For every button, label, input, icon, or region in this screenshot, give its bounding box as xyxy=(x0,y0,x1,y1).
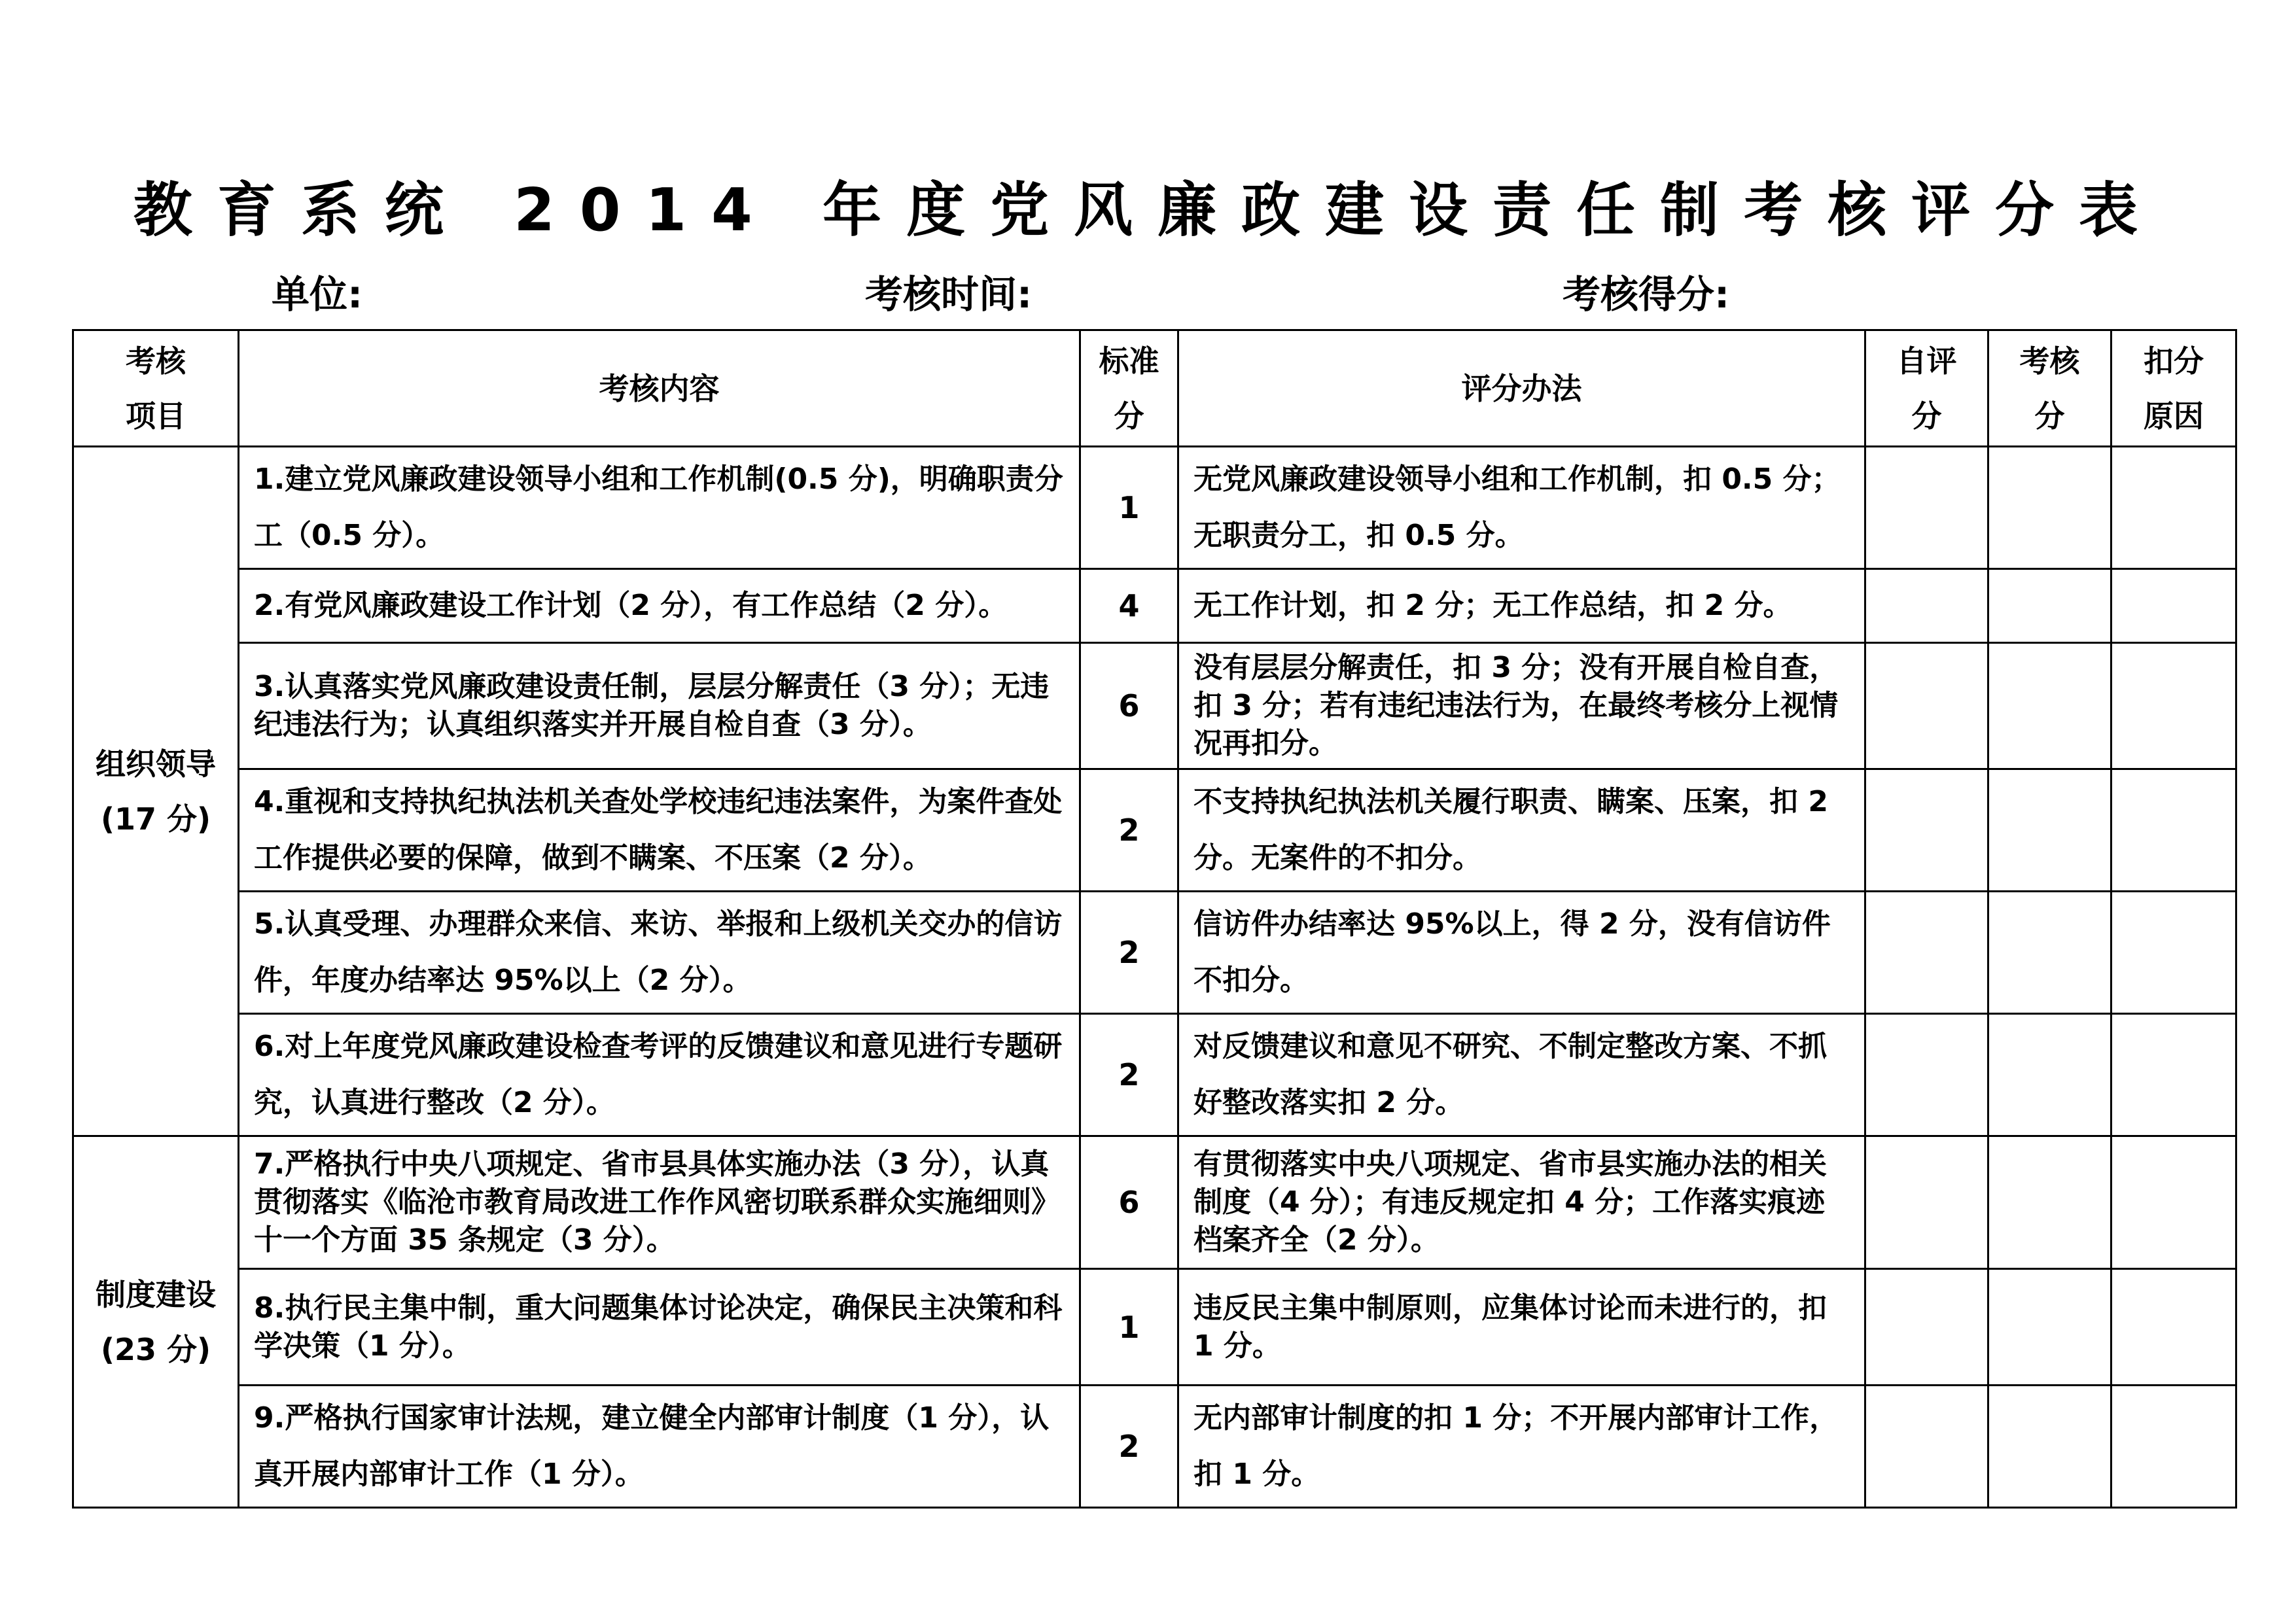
table-row xyxy=(73,892,2236,1014)
deduction-reason-cell[interactable] xyxy=(2111,569,2236,643)
table-header-row xyxy=(73,330,2236,447)
content-cell: 2.有党风廉政建设工作计划（2 分），有工作总结（2 分）。 xyxy=(239,569,1080,643)
method-cell: 有贯彻落实中央八项规定、省市县实施办法的相关制度（4 分）；有违反规定扣 4 分；工作落实痕迹档案齐全（2 分）。 xyxy=(1178,1136,1865,1269)
table-row xyxy=(73,769,2236,892)
check-score-cell[interactable] xyxy=(1988,892,2111,1014)
deduction-reason-cell[interactable] xyxy=(2111,769,2236,892)
category-points: (17 分) xyxy=(100,801,211,837)
check-score-cell[interactable] xyxy=(1988,1386,2111,1508)
method-cell: 无党风廉政建设领导小组和工作机制，扣 0.5 分；无职责分工，扣 0.5 分。 xyxy=(1178,447,1865,569)
standard-score-cell: 1 xyxy=(1080,447,1178,569)
self-score-cell[interactable] xyxy=(1865,1014,1988,1136)
check-score-cell[interactable] xyxy=(1988,569,2111,643)
content-cell: 9.严格执行国家审计法规，建立健全内部审计制度（1 分），认真开展内部审计工作（1 分）。 xyxy=(239,1386,1080,1508)
content-cell: 6.对上年度党风廉政建设检查考评的反馈建议和意见进行专题研究，认真进行整改（2 分）。 xyxy=(239,1014,1080,1136)
method-cell: 没有层层分解责任，扣 3 分；没有开展自检自查，扣 3 分；若有违纪违法行为，在最终考核分上视情况再扣分。 xyxy=(1178,643,1865,769)
header-self-score: 自评 分 xyxy=(1865,330,1988,447)
method-cell: 无内部审计制度的扣 1 分；不开展内部审计工作，扣 1 分。 xyxy=(1178,1386,1865,1508)
standard-score-cell: 2 xyxy=(1080,1386,1178,1508)
check-score-cell[interactable] xyxy=(1988,1014,2111,1136)
self-score-cell[interactable] xyxy=(1865,1136,1988,1269)
table-row xyxy=(73,1136,2236,1269)
content-cell: 5.认真受理、办理群众来信、来访、举报和上级机关交办的信访件，年度办结率达 95%以上（2 分）。 xyxy=(239,892,1080,1014)
self-score-cell[interactable] xyxy=(1865,569,1988,643)
assessment-score-label: 考核得分: xyxy=(1563,272,1730,317)
table-row xyxy=(73,569,2236,643)
check-score-cell[interactable] xyxy=(1988,1269,2111,1386)
content-cell: 8.执行民主集中制，重大问题集体讨论决定，确保民主决策和科学决策（1 分）。 xyxy=(239,1269,1080,1386)
header-deduction-reason: 扣分 原因 xyxy=(2111,330,2236,447)
header-check-score: 考核 分 xyxy=(1988,330,2111,447)
deduction-reason-cell[interactable] xyxy=(2111,892,2236,1014)
method-cell: 对反馈建议和意见不研究、不制定整改方案、不抓好整改落实扣 2 分。 xyxy=(1178,1014,1865,1136)
table-row xyxy=(73,1386,2236,1508)
header-standard: 标准 分 xyxy=(1080,330,1178,447)
unit-label: 单位: xyxy=(272,272,363,317)
standard-score-cell: 6 xyxy=(1080,1136,1178,1269)
deduction-reason-cell[interactable] xyxy=(2111,1269,2236,1386)
category-name: 组织领导 xyxy=(96,746,216,782)
deduction-reason-cell[interactable] xyxy=(2111,1014,2236,1136)
category-name: 制度建设 xyxy=(96,1276,216,1312)
table-row xyxy=(73,1269,2236,1386)
self-score-cell[interactable] xyxy=(1865,1386,1988,1508)
standard-score-cell: 2 xyxy=(1080,892,1178,1014)
self-score-cell[interactable] xyxy=(1865,892,1988,1014)
method-cell: 违反民主集中制原则，应集体讨论而未进行的，扣 1 分。 xyxy=(1178,1269,1865,1386)
standard-score-cell: 2 xyxy=(1080,1014,1178,1136)
self-score-cell[interactable] xyxy=(1865,769,1988,892)
self-score-cell[interactable] xyxy=(1865,447,1988,569)
standard-score-cell: 1 xyxy=(1080,1269,1178,1386)
check-score-cell[interactable] xyxy=(1988,643,2111,769)
method-cell: 无工作计划，扣 2 分；无工作总结，扣 2 分。 xyxy=(1178,569,1865,643)
check-score-cell[interactable] xyxy=(1988,447,2111,569)
self-score-cell[interactable] xyxy=(1865,643,1988,769)
content-cell: 7.严格执行中央八项规定、省市县具体实施办法（3 分），认真贯彻落实《临沧市教育局改进工作作风密切联系群众实施细则》十一个方面 35 条规定（3 分）。 xyxy=(239,1136,1080,1269)
table-row xyxy=(73,1014,2236,1136)
category-cell xyxy=(73,447,239,1136)
content-cell: 4.重视和支持执纪执法机关查处学校违纪违法案件，为案件查处工作提供必要的保障，做到不瞒案、不压案（2 分）。 xyxy=(239,769,1080,892)
deduction-reason-cell[interactable] xyxy=(2111,447,2236,569)
assessment-time-label: 考核时间: xyxy=(865,272,1033,317)
category-points: (23 分) xyxy=(100,1331,211,1367)
self-score-cell[interactable] xyxy=(1865,1269,1988,1386)
page-title: 教育系统 2014 年度党风廉政建设责任制考核评分表 xyxy=(133,176,2163,245)
assessment-table xyxy=(72,329,2237,1509)
deduction-reason-cell[interactable] xyxy=(2111,643,2236,769)
check-score-cell[interactable] xyxy=(1988,1136,2111,1269)
content-cell: 3.认真落实党风廉政建设责任制，层层分解责任（3 分）；无违纪违法行为；认真组织落实并开展自检自查（3 分）。 xyxy=(239,643,1080,769)
standard-score-cell: 6 xyxy=(1080,643,1178,769)
standard-score-cell: 2 xyxy=(1080,769,1178,892)
header-item: 考核 项目 xyxy=(73,330,239,447)
table-row xyxy=(73,643,2236,769)
standard-score-cell: 4 xyxy=(1080,569,1178,643)
method-cell: 信访件办结率达 95%以上，得 2 分，没有信访件不扣分。 xyxy=(1178,892,1865,1014)
deduction-reason-cell[interactable] xyxy=(2111,1136,2236,1269)
table-row xyxy=(73,447,2236,569)
method-cell: 不支持执纪执法机关履行职责、瞒案、压案，扣 2 分。无案件的不扣分。 xyxy=(1178,769,1865,892)
check-score-cell[interactable] xyxy=(1988,769,2111,892)
category-cell xyxy=(73,1136,239,1508)
header-content: 考核内容 xyxy=(239,330,1080,447)
deduction-reason-cell[interactable] xyxy=(2111,1386,2236,1508)
content-cell: 1.建立党风廉政建设领导小组和工作机制(0.5 分)，明确职责分工（0.5 分）。 xyxy=(239,447,1080,569)
header-method: 评分办法 xyxy=(1178,330,1865,447)
